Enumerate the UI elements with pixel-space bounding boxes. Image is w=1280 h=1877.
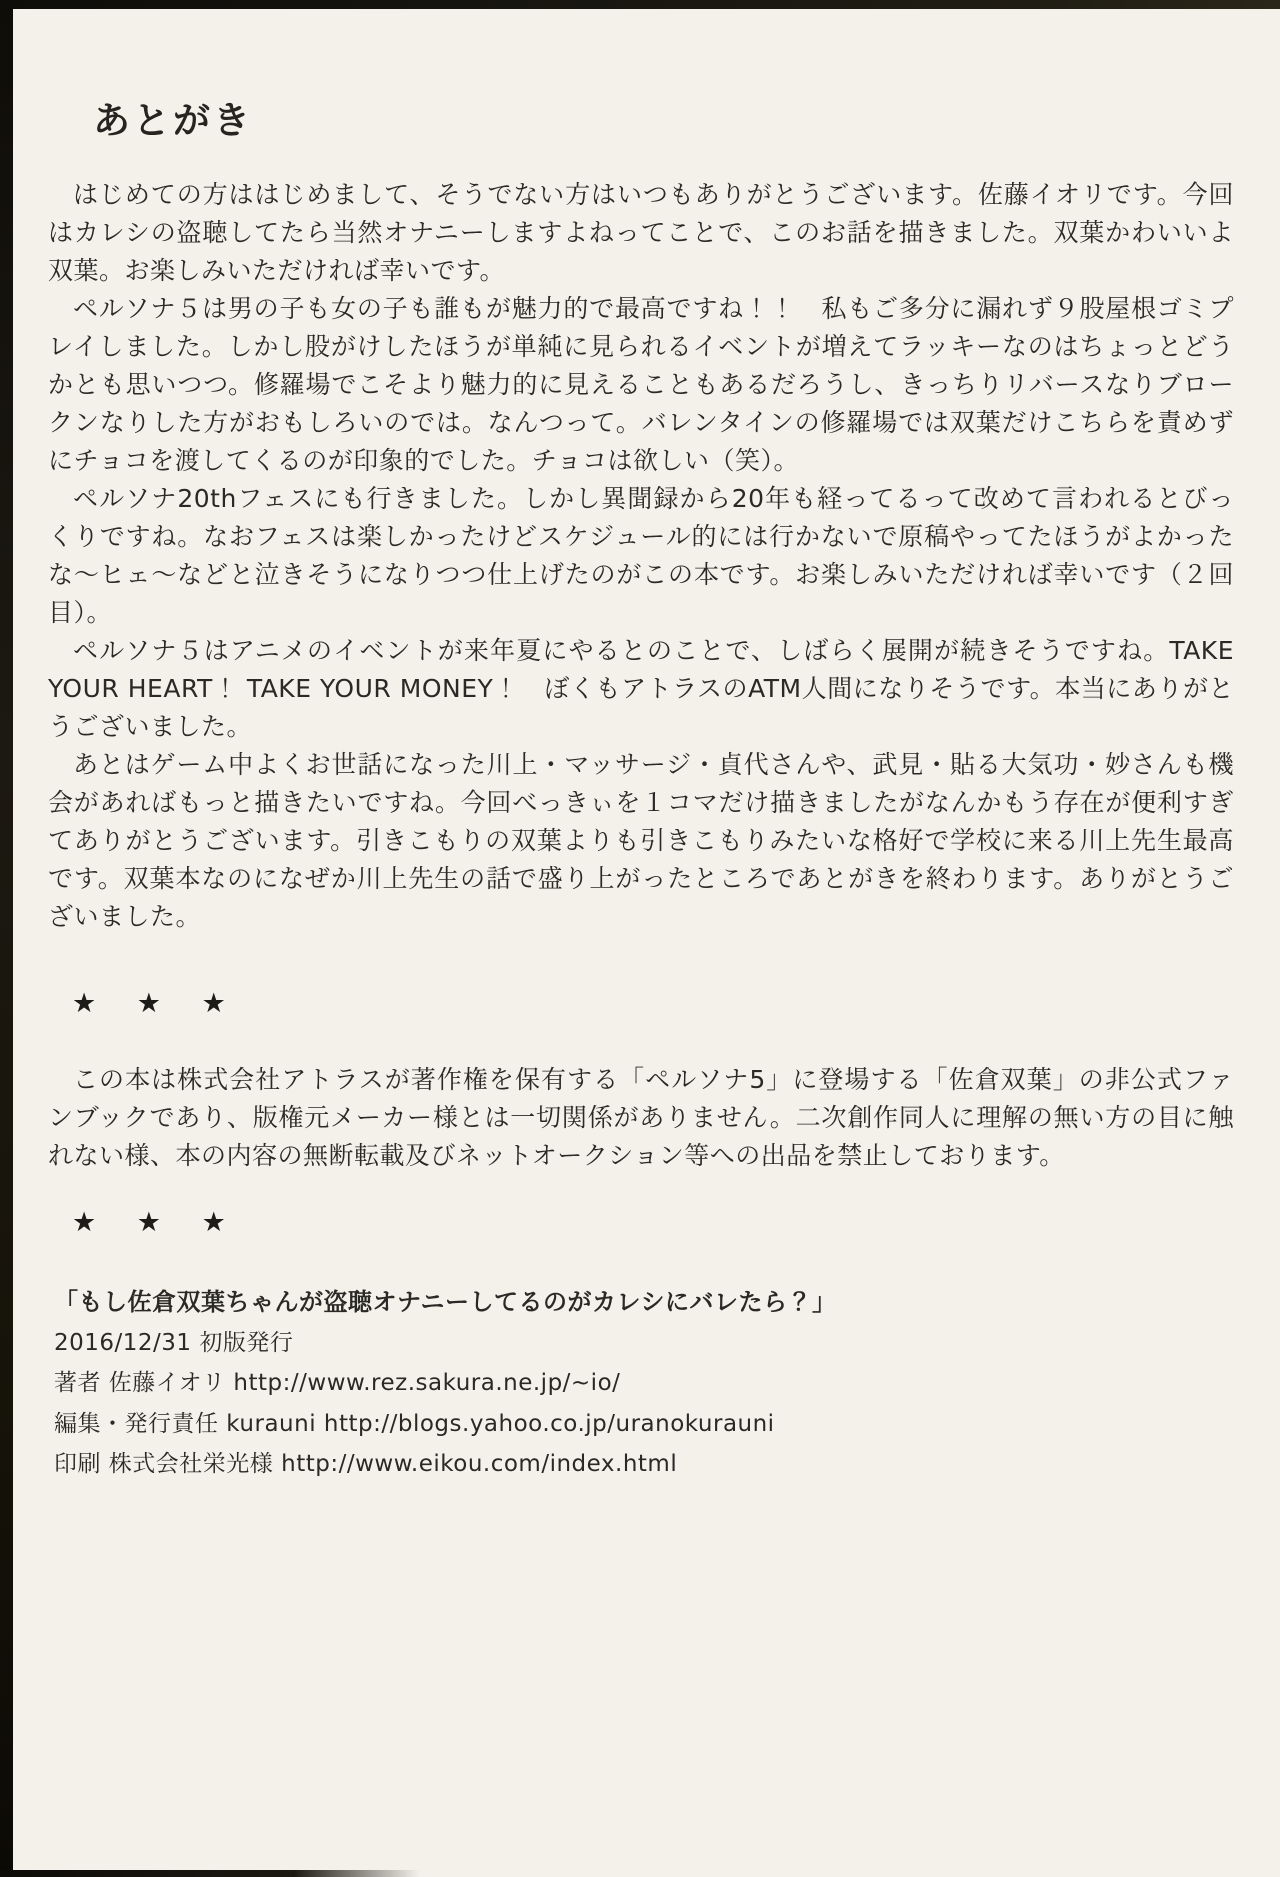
afterword-paragraph-3: ペルソナ20thフェスにも行きました。しかし異聞録から20年も経ってるって改めて言われるとびっくりですね。なおフェスは楽しかったけどスケジュール的には行かないで原稿やってたほうがよかったな〜ヒェ〜などと泣きそうになりつつ仕上げたのがこの本です。お楽しみいただければ幸いです（２回目）。 [48,484,1234,627]
afterword-paragraph-5: あとはゲーム中よくお世話になった川上・マッサージ・貞代さんや、武見・貼る大気功・妙さんも機会があればもっと描きたいですね。今回べっきぃを１コマだけ描きましたがなんかもう存在が便利すぎてありがとうございます。引きこもりの双葉よりも引きこもりみたいな格好で学校に来る川上先生最高です。双葉本なのになぜか川上先生の話で盛り上がったところであとがきを終わります。ありがとうございました。 [48,750,1234,931]
afterword-paragraph-1: はじめての方ははじめまして、そうでない方はいつもありがとうございます。佐藤イオリです。今回はカレシの盗聴してたら当然オナニーしますよねってことで、このお話を描きました。双葉かわいいよ双葉。お楽しみいただければ幸いです。 [48,180,1234,285]
colophon [54,1282,1234,1485]
colophon-edition-date: 2016/12/31 初版発行 [54,1329,294,1356]
scan-edge-bottom [0,1870,420,1877]
colophon-author-line: 著者 佐藤イオリ http://www.rez.sakura.ne.jp/~io/ [54,1370,621,1396]
star-separator-1: ★ ★ ★ [72,988,242,1019]
star-separator-2: ★ ★ ★ [72,1207,242,1238]
page-title: あとがき [93,99,253,142]
afterword-paragraph-2: ペルソナ５は男の子も女の子も誰もが魅力的で最高ですね！！ 私もご多分に漏れず９股屋根ゴミプレイしました。しかし股がけしたほうが単純に見られるイベントが増えてラッキーなのはちょっとどうかとも思いつつ。修羅場でこそより魅力的に見えることもあるだろうし、きっちりリバースなりブロークンなりした方がおもしろいのでは。なんつって。バレンタインの修羅場では双葉だけこちらを責めずにチョコを渡してくるのが印象的でした。チョコは欲しい（笑）。 [48,294,1234,475]
afterword-body [48,176,1234,936]
copyright-disclaimer: この本は株式会社アトラスが著作権を保有する「ペルソナ5」に登場する「佐倉双葉」の非公式ファンブックであり、版権元メーカー様とは一切関係がありません。二次創作同人に理解の無い方の目に触れない様、本の内容の無断転載及びネットオークション等への出品を禁止しております。 [48,1065,1234,1170]
colophon-printer-line: 印刷 株式会社栄光様 http://www.eikou.com/index.html [54,1451,678,1477]
colophon-book-title: 「もし佐倉双葉ちゃんが盗聴オナニーしてるのがカレシにバレたら？」 [54,1288,837,1316]
colophon-editor-line: 編集・発行責任 kurauni http://blogs.yahoo.co.jp/uranokurauni [54,1410,775,1437]
afterword-paragraph-4: ペルソナ５はアニメのイベントが来年夏にやるとのことで、しばらく展開が続きそうですね。TAKE YOUR HEART！ TAKE YOUR MONEY！ ぼくもアトラスのATM人間になりそうです。本当にありがとうございました。 [48,636,1234,741]
